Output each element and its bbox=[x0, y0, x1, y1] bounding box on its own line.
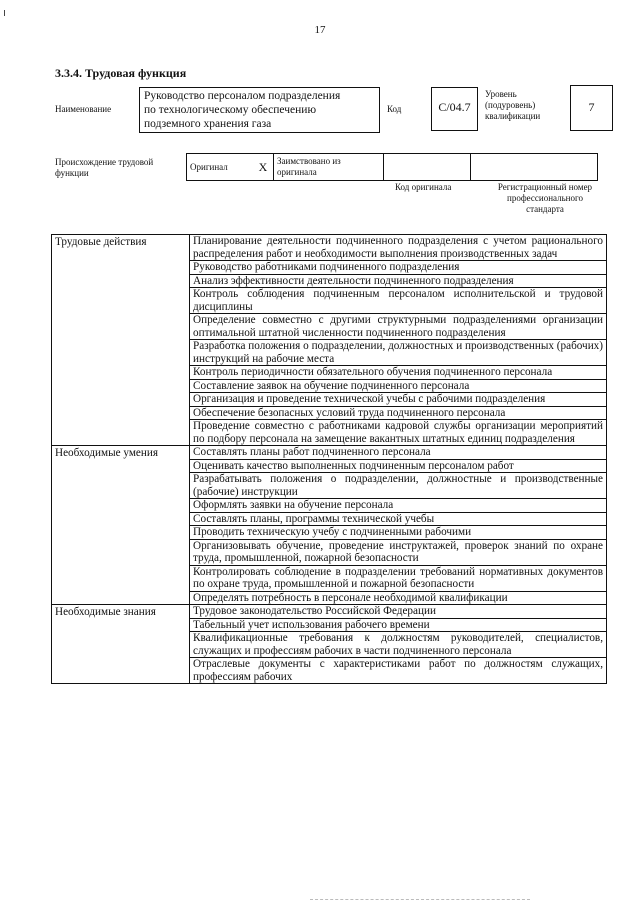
level-label-line: (подуровень) bbox=[485, 100, 536, 110]
borrowed-line: Заимствовано из bbox=[277, 156, 341, 166]
reg-number-cell bbox=[471, 154, 598, 181]
item-cell: Определение совместно с другими структурными подразделениями организации оптимальной штатной численности подчиненного подразделения bbox=[190, 314, 607, 340]
table-row bbox=[52, 446, 607, 460]
item-cell: Контроль соблюдения подчиненным персоналом исполнительской и трудовой дисциплины bbox=[190, 288, 607, 314]
item-cell: Контролировать соблюдение в подразделении требований нормативных документов по охране труда, промышленной и пожарной безопасности bbox=[190, 565, 607, 591]
function-details-table bbox=[51, 234, 607, 684]
item-cell: Проведение совместно с работниками кадровой службы организации мероприятий по подбору персонала на замещение вакантных штатных единиц подразделения bbox=[190, 420, 607, 446]
item-cell: Оформлять заявки на обучение персонала bbox=[190, 499, 607, 513]
level-label bbox=[485, 89, 540, 122]
category-cell: Необходимые знания bbox=[52, 605, 190, 684]
item-cell: Составление заявок на обучение подчиненного персонала bbox=[190, 379, 607, 393]
reg-number-line: Регистрационный номер bbox=[497, 182, 593, 192]
page-number: 17 bbox=[314, 24, 326, 36]
table-row bbox=[52, 235, 607, 261]
level-label-line: Уровень bbox=[485, 89, 517, 99]
origin-label-line: функции bbox=[55, 168, 89, 178]
item-cell: Составлять планы работ подчиненного персонала bbox=[190, 446, 607, 460]
item-cell: Организовывать обучение, проведение инструктажей, проверок знаний по охране труда, промышленной, пожарной безопасности bbox=[190, 539, 607, 565]
item-cell: Организация и проведение технической учебы с рабочими подразделения bbox=[190, 393, 607, 407]
code-value: С/04.7 bbox=[431, 87, 478, 131]
borrowed-line: оригинала bbox=[277, 167, 317, 177]
level-value: 7 bbox=[570, 85, 613, 131]
reg-number-label bbox=[480, 182, 610, 215]
origin-table bbox=[186, 153, 598, 181]
function-name-line: подземного хранения газа bbox=[144, 118, 272, 130]
scan-artifact bbox=[310, 899, 530, 902]
section-title: 3.3.4. Трудовая функция bbox=[55, 66, 187, 80]
category-cell: Необходимые умения bbox=[52, 446, 190, 605]
origin-label bbox=[55, 157, 153, 179]
item-cell: Отраслевые документы с характеристиками работ по должностям служащих, профессиям рабочих bbox=[190, 658, 607, 684]
item-cell: Проводить техническую учебу с подчиненными рабочими bbox=[190, 526, 607, 540]
item-cell: Разработка положения о подразделении, должностных и производственных (рабочих) инструкций на рабочие места bbox=[190, 340, 607, 366]
item-cell: Квалификационные требования к должностям руководителей, специалистов, служащих и профессиям рабочих в части подчиненного персонала bbox=[190, 632, 607, 658]
function-name-box bbox=[139, 87, 380, 133]
scan-mark bbox=[4, 10, 5, 16]
item-cell: Определять потребность в персонале необходимой квалификации bbox=[190, 591, 607, 605]
code-label: Код bbox=[387, 104, 402, 114]
item-cell: Оценивать качество выполненных подчиненным персоналом работ bbox=[190, 459, 607, 473]
original-mark: X bbox=[253, 154, 274, 181]
item-cell: Трудовое законодательство Российской Федерации bbox=[190, 605, 607, 619]
item-cell: Контроль периодичности обязательного обучения подчиненного персонала bbox=[190, 366, 607, 380]
borrowed-label bbox=[274, 154, 384, 181]
category-cell: Трудовые действия bbox=[52, 235, 190, 446]
name-label: Наименование bbox=[55, 104, 112, 114]
table-row bbox=[52, 605, 607, 619]
item-cell: Анализ эффективности деятельности подчиненного подразделения bbox=[190, 274, 607, 288]
function-name-line: по технологическому обеспечению bbox=[144, 104, 317, 116]
original-label: Оригинал bbox=[187, 154, 254, 181]
reg-number-line: профессионального bbox=[507, 193, 583, 203]
code-original-label: Код оригинала bbox=[395, 182, 452, 192]
reg-number-line: стандарта bbox=[526, 204, 564, 214]
item-cell: Разрабатывать положения о подразделении, должностные и производственные (рабочие) инструкции bbox=[190, 473, 607, 499]
item-cell: Табельный учет использования рабочего времени bbox=[190, 618, 607, 632]
item-cell: Планирование деятельности подчиненного подразделения с учетом рационального распределения работ и необходимости выполнения производственных задач bbox=[190, 235, 607, 261]
details-body bbox=[52, 235, 607, 684]
item-cell: Составлять планы, программы технической учебы bbox=[190, 512, 607, 526]
origin-label-line: Происхождение трудовой bbox=[55, 157, 154, 167]
code-original-cell bbox=[384, 154, 471, 181]
level-label-line: квалификации bbox=[485, 111, 541, 121]
function-name-line: Руководство персоналом подразделения bbox=[144, 90, 341, 102]
item-cell: Обеспечение безопасных условий труда подчиненного персонала bbox=[190, 406, 607, 420]
item-cell: Руководство работниками подчиненного подразделения bbox=[190, 261, 607, 275]
